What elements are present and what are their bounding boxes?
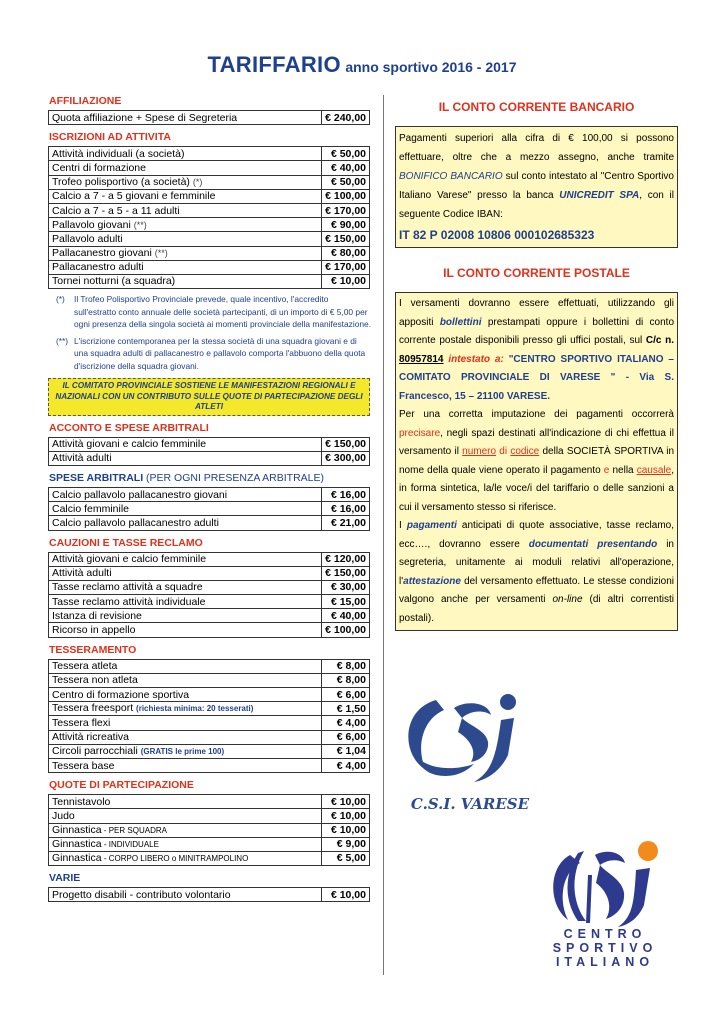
heading-conto-bancario: IL CONTO CORRENTE BANCARIO [438, 100, 635, 114]
table-row [49, 516, 370, 530]
row-amount: € 6,00 [322, 730, 370, 744]
table-row [49, 451, 370, 465]
row-label: Calcio pallavolo pallacanestro adulti [49, 516, 322, 530]
row-label: Ginnastica - INDIVIDUALE [49, 837, 322, 851]
payment-column [395, 100, 678, 631]
table-quote [48, 794, 370, 866]
table-row [49, 888, 370, 902]
row-label: Trofeo polisportivo (a società) (*) [49, 175, 322, 189]
row-label: Centri di formazione [49, 161, 322, 175]
table-cauzioni [48, 552, 370, 638]
table-row [49, 274, 370, 288]
row-label: Tessera flexi [49, 716, 322, 730]
row-label: Tessera non atleta [49, 673, 322, 687]
section-heading-spese-arbitrali: SPESE ARBITRALI (PER OGNI PRESENZA ARBITRALE) [49, 471, 325, 484]
table-row [49, 246, 370, 260]
footnote-trofeo: (*) Il Trofeo Polisportivo Provinciale prevede, quale incentivo, l'accredito sull'estratto conto annuale delle società partecipanti, di un importo di € 5,00 per ogni presenza della singola società ai momenti provinciale della manifestazione. [56, 294, 372, 330]
table-row [49, 218, 370, 232]
row-amount: € 240,00 [322, 111, 370, 125]
table-row [49, 175, 370, 189]
row-amount: € 15,00 [322, 595, 370, 609]
row-amount: € 4,00 [322, 758, 370, 772]
section-heading-cauzioni: CAUZIONI E TASSE RECLAMO [49, 536, 203, 549]
table-row [49, 580, 370, 594]
row-amount: € 10,00 [322, 795, 370, 809]
row-amount: € 40,00 [322, 609, 370, 623]
row-amount: € 170,00 [322, 260, 370, 274]
row-amount: € 6,00 [322, 688, 370, 702]
box-conto-postale: I versamenti dovranno essere effettuati, utilizzando gli appositi bollettini prestampati oppure i bollettini di conto corrente postale disponibili presso gli uffici postali, sul C/c n. 80957814 intestato a: "CENTRO SPORTIVO ITALIANO – COMITATO PROVINCIALE DI VARESE " - Via S. Francesco, 15 – 21100 VARESE. Per una corretta imputazione dei pagamenti occorrerà precisare, negli spazi destinati all'indicazione di chi effettua il versamento il numero di codice della SOCIETÀ SPORTIVA in nome della quale viene operato il pagamento e nella causale, in forma sintetica, la/le voce/i del tariffario o delle sanzioni a cui il versamento stesso si riferisce. I pagamenti anticipati di quote associative, tasse reclamo, ecc…., dovranno essere documentati presentando in segreteria, unitamente ai moduli relativi all'operazione, l'attestazione del versamento effettuato. Le stesse condizioni valgono anche per versamenti on-line (di altri correntisti postali). [395, 292, 678, 631]
row-amount: € 300,00 [322, 451, 370, 465]
table-row [49, 595, 370, 609]
row-amount: € 100,00 [322, 189, 370, 203]
page-title [0, 52, 724, 78]
row-label: Attività individuali (a società) [49, 147, 322, 161]
footnote-iscrizione: (**) L'iscrizione contemporanea per la stessa società di una squadra giovani e di una squadra adulti di pallacanestro e pallavolo comporta l'abbuono della quota d'iscrizione della squadra giovani. [56, 335, 366, 371]
row-label: Istanza di revisione [49, 609, 322, 623]
table-tesseramento [48, 659, 370, 774]
row-amount: € 90,00 [322, 218, 370, 232]
row-label: Ricorso in appello [49, 623, 322, 637]
row-amount: € 4,00 [322, 716, 370, 730]
table-row [49, 659, 370, 673]
table-row [49, 823, 370, 837]
box-conto-bancario: Pagamenti superiori alla cifra di € 100,00 si possono effettuare, oltre che a mezzo assegno, anche tramite BONIFICO BANCARIO sul conto intestato al "Centro Sportivo Italiano Varese" presso la banca UNICREDIT SPA, con il seguente Codice IBAN: IT 82 P 02008 10806 000102685323 [395, 126, 678, 248]
table-row [49, 623, 370, 637]
table-iscrizioni [48, 146, 370, 289]
notice-contributo: IL COMITATO PROVINCIALE SOSTIENE LE MANIFESTAZIONI REGIONALI E NAZIONALI CON UN CONTRIBUTO SULLE QUOTE DI PARTECIPAZIONE DEGLI ATLETI [48, 378, 370, 416]
csi-varese-label: C.S.I. VARESE [410, 795, 530, 813]
row-amount: € 8,00 [322, 659, 370, 673]
table-row [49, 809, 370, 823]
row-label: Pallacanestro adulti [49, 260, 322, 274]
row-amount: € 5,00 [322, 851, 370, 865]
centro-sportivo-italiano-label: CENTRO SPORTIVO ITALIANO [552, 927, 658, 969]
row-label: Attività ricreativa [49, 730, 322, 744]
table-row [49, 487, 370, 501]
table-row [49, 730, 370, 744]
row-label: Attività adulti [49, 566, 322, 580]
section-heading-varie: VARIE [49, 872, 81, 885]
row-amount: € 21,00 [322, 516, 370, 530]
csi-varese-logo-icon [396, 680, 538, 795]
table-acconto [48, 437, 370, 466]
table-row [49, 189, 370, 203]
table-row [49, 502, 370, 516]
table-row [49, 203, 370, 217]
heading-conto-postale: IL CONTO CORRENTE POSTALE [443, 266, 630, 280]
row-amount: € 30,00 [322, 580, 370, 594]
row-amount: € 10,00 [322, 888, 370, 902]
row-label: Tessera base [49, 758, 322, 772]
row-label: Pallavolo giovani (**) [49, 218, 322, 232]
table-row [49, 758, 370, 772]
table-row [49, 260, 370, 274]
table-row [49, 147, 370, 161]
row-amount: € 10,00 [322, 274, 370, 288]
table-row [49, 673, 370, 687]
row-amount: € 40,00 [322, 161, 370, 175]
row-amount: € 16,00 [322, 502, 370, 516]
table-row [49, 161, 370, 175]
row-amount: € 150,00 [322, 232, 370, 246]
row-label: Pallavolo adulti [49, 232, 322, 246]
table-row [49, 437, 370, 451]
centro-sportivo-italiano-logo-icon [540, 835, 670, 930]
row-amount: € 50,00 [322, 175, 370, 189]
row-label: Ginnastica - PER SQUADRA [49, 823, 322, 837]
row-label: Attività giovani e calcio femminile [49, 552, 322, 566]
table-row [49, 837, 370, 851]
row-label: Attività giovani e calcio femminile [49, 437, 322, 451]
row-amount: € 80,00 [322, 246, 370, 260]
section-heading-tesseramento: TESSERAMENTO [49, 643, 137, 656]
row-label: Tasse reclamo attività a squadre [49, 580, 322, 594]
table-row [49, 232, 370, 246]
row-label: Calcio pallavolo pallacanestro giovani [49, 487, 322, 501]
row-amount: € 150,00 [322, 566, 370, 580]
row-label: Quota affiliazione + Spese di Segreteria [49, 111, 322, 125]
row-amount: € 1,50 [322, 702, 370, 716]
row-amount: € 120,00 [322, 552, 370, 566]
row-label: Tessera atleta [49, 659, 322, 673]
row-label: Tennistavolo [49, 795, 322, 809]
row-amount: € 50,00 [322, 147, 370, 161]
section-heading-affiliazione: AFFILIAZIONE [49, 95, 122, 107]
title-sub: anno sportivo 2016 - 2017 [345, 59, 517, 75]
row-label: Calcio a 7 - a 5 - a 11 adulti [49, 203, 322, 217]
row-label: Judo [49, 809, 322, 823]
row-label: Centro di formazione sportiva [49, 688, 322, 702]
row-amount: € 16,00 [322, 487, 370, 501]
table-row [49, 552, 370, 566]
table-row [49, 609, 370, 623]
table-row [49, 688, 370, 702]
table-spese-arbitrali [48, 487, 370, 531]
row-label: Progetto disabili - contributo volontario [49, 888, 322, 902]
table-affiliazione [48, 110, 370, 125]
table-row [49, 795, 370, 809]
tariff-column [48, 95, 372, 902]
row-label: Ginnastica - CORPO LIBERO o MINITRAMPOLINO [49, 851, 322, 865]
table-row [49, 566, 370, 580]
row-amount: € 10,00 [322, 823, 370, 837]
row-label: Tessera freesport (richiesta minima: 20 tesserati) [49, 702, 322, 716]
title-main: TARIFFARIO [207, 52, 341, 77]
section-heading-quote: QUOTE DI PARTECIPAZIONE [49, 779, 194, 792]
row-amount: € 10,00 [322, 809, 370, 823]
row-label: Tasse reclamo attività individuale [49, 595, 322, 609]
table-row [49, 716, 370, 730]
row-amount: € 150,00 [322, 437, 370, 451]
row-label: Calcio a 7 - a 5 giovani e femminile [49, 189, 322, 203]
row-label: Pallacanestro giovani (**) [49, 246, 322, 260]
row-label: Circoli parrocchiali (GRATIS le prime 100) [49, 744, 322, 758]
row-amount: € 100,00 [322, 623, 370, 637]
table-varie [48, 887, 370, 902]
table-row [49, 111, 370, 125]
row-label: Attività adulti [49, 451, 322, 465]
row-label: Tornei notturni (a squadra) [49, 274, 322, 288]
column-divider [383, 95, 384, 975]
section-heading-iscrizioni: ISCRIZIONI AD ATTIVITA [49, 131, 171, 144]
table-row [49, 702, 370, 716]
row-amount: € 170,00 [322, 203, 370, 217]
row-amount: € 9,00 [322, 837, 370, 851]
table-row [49, 851, 370, 865]
section-heading-acconto: ACCONTO E SPESE ARBITRALI [49, 421, 209, 434]
row-amount: € 8,00 [322, 673, 370, 687]
table-row [49, 744, 370, 758]
row-label: Calcio femminile [49, 502, 322, 516]
row-amount: € 1,04 [322, 744, 370, 758]
iban-code: IT 82 P 02008 10806 000102685323 [399, 228, 595, 242]
